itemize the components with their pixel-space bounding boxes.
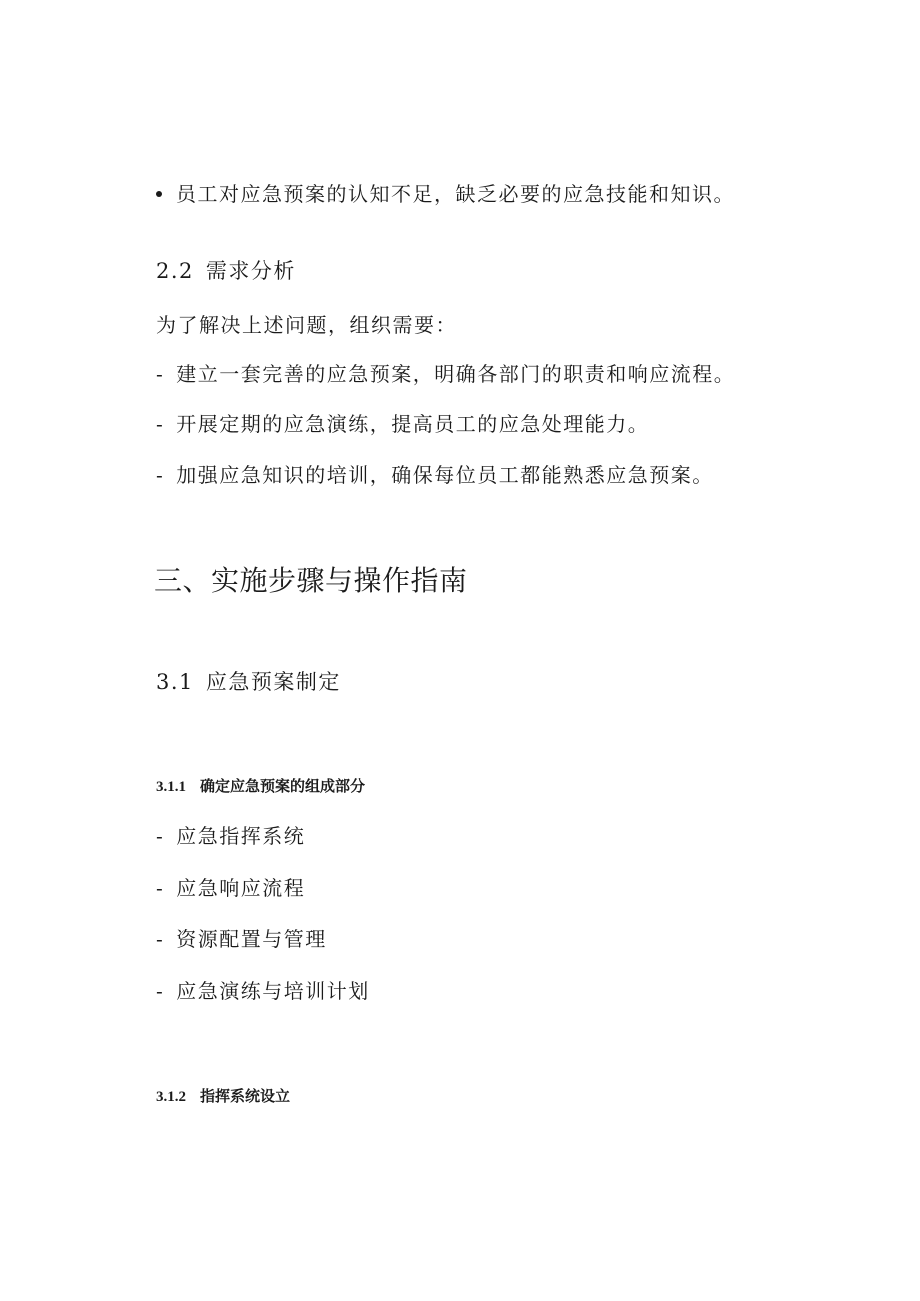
subsection-heading-3-1 bbox=[156, 668, 341, 696]
heading-number: 3.1.1 bbox=[156, 779, 186, 795]
subsection-heading-3-1-2 bbox=[156, 1085, 290, 1108]
needs-item-text: 加强应急知识的培训，确保每位员工都能熟悉应急预案。 bbox=[176, 463, 714, 487]
component-text: 资源配置与管理 bbox=[176, 927, 327, 951]
dash-marker: - bbox=[156, 927, 165, 951]
dash-marker: - bbox=[156, 362, 165, 386]
needs-list-item bbox=[156, 360, 735, 388]
bullet-dot-icon bbox=[156, 191, 162, 197]
bullet-list-item bbox=[156, 180, 735, 208]
component-list-item bbox=[156, 977, 370, 1005]
subsection-heading-3-1-1 bbox=[156, 775, 365, 798]
dash-marker: - bbox=[156, 979, 165, 1003]
heading-title: 需求分析 bbox=[205, 259, 296, 283]
heading-number: 2.2 bbox=[156, 259, 194, 283]
dash-marker: - bbox=[156, 463, 165, 487]
needs-list-item bbox=[156, 461, 714, 489]
component-list-item bbox=[156, 925, 327, 953]
heading-title: 确定应急预案的组成部分 bbox=[200, 777, 366, 795]
needs-list-item bbox=[156, 410, 649, 438]
dash-marker: - bbox=[156, 824, 165, 848]
heading-number: 3.1.2 bbox=[156, 1089, 186, 1105]
heading-title: 指挥系统设立 bbox=[200, 1087, 291, 1105]
component-text: 应急演练与培训计划 bbox=[176, 979, 370, 1003]
bullet-text: 员工对应急预案的认知不足，缺乏必要的应急技能和知识。 bbox=[176, 182, 735, 206]
component-list-item bbox=[156, 874, 305, 902]
section-heading-3: 三、实施步骤与操作指南 bbox=[154, 564, 468, 597]
dash-marker: - bbox=[156, 412, 165, 436]
heading-number: 3.1 bbox=[156, 670, 194, 694]
component-list-item bbox=[156, 822, 305, 850]
subsection-heading-2-2 bbox=[156, 257, 296, 285]
component-text: 应急响应流程 bbox=[176, 876, 306, 900]
dash-marker: - bbox=[156, 876, 165, 900]
needs-item-text: 开展定期的应急演练，提高员工的应急处理能力。 bbox=[176, 412, 650, 436]
needs-item-text: 建立一套完善的应急预案，明确各部门的职责和响应流程。 bbox=[176, 362, 736, 386]
component-text: 应急指挥系统 bbox=[176, 824, 306, 848]
intro-paragraph: 为了解决上述问题，组织需要： bbox=[156, 313, 457, 337]
heading-title: 应急预案制定 bbox=[205, 670, 341, 694]
